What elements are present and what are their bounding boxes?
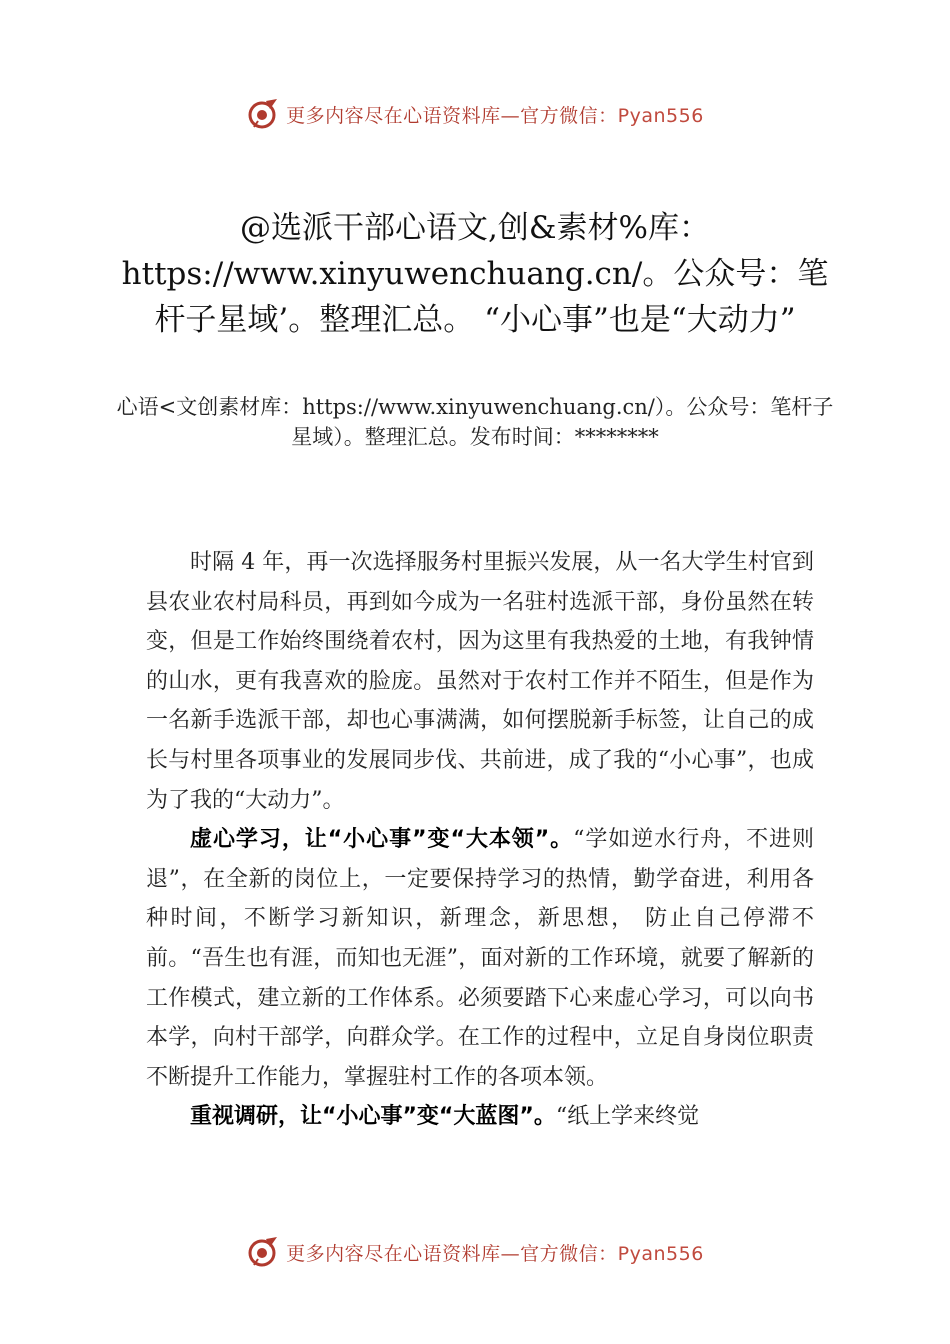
banner-text: 更多内容尽在心语资料库—官方微信：Pyan556 <box>286 1242 704 1265</box>
paragraph-heading: 重视调研，让“小心事”变“大蓝图”。 <box>190 1104 556 1130</box>
paragraph: 虚心学习，让“小心事”变“大本领”。“学如逆水行舟，不进则退”，在全新的岗位上，一定要保持学习的热情，勤学奋进，利用各种时间，不断学习新知识，新理念，新思想， 防止自己停滞不前。“吾生也有涯，而知也无涯”，面对新的工作环境，就要了解新的工作模式，建立新的工作体系。必须要踏下心来虚心学习，可以向书本学，向村干部学，向群众学。在工作的过程中，立足自身岗位职责不断提升工作能力，掌握驻村工作的各项本领。 <box>146 827 814 1090</box>
document-meta: 心语<文创素材库：https://www.xinyuwenchuang.cn/）。公众号：笔杆子星域）。整理汇总。发布时间：******** <box>116 395 834 449</box>
document-title: @选派干部心语文,创&素材%库：https://www.xinyuwenchuang.cn/。公众号：笔杆子星域’。整理汇总。 “小心事”也是“大动力” <box>121 210 829 338</box>
header-banner <box>0 94 950 134</box>
paragraph: 时隔 4 年，再一次选择服务村里振兴发展，从一名大学生村官到县农业农村局科员，再到如今成为一名驻村选派干部，身份虽然在转变，但是工作始终围绕着农村，因为这里有我热爱的土地，有我钟情的山水，更有我喜欢的脸庞。虽然对于农村工作并不陌生，但是作为一名新手选派干部，却也心事满满，如何摆脱新手标签，让自己的成长与村里各项事业的发展同步伐、共前进，成了我的“小心事”，也成为了我的“大动力”。 <box>146 550 814 813</box>
wechat-id: Pyan556 <box>617 104 704 127</box>
footer-banner <box>0 1232 950 1272</box>
document-body <box>146 543 814 1137</box>
quill-logo-icon <box>246 97 280 131</box>
banner-text: 更多内容尽在心语资料库—官方微信：Pyan556 <box>286 104 704 127</box>
paragraph: 重视调研，让“小心事”变“大蓝图”。“纸上学来终觉 <box>190 1104 700 1130</box>
wechat-id: Pyan556 <box>617 1242 704 1265</box>
paragraph-heading: 虚心学习，让“小心事”变“大本领”。 <box>190 827 574 853</box>
quill-logo-icon <box>246 1235 280 1269</box>
